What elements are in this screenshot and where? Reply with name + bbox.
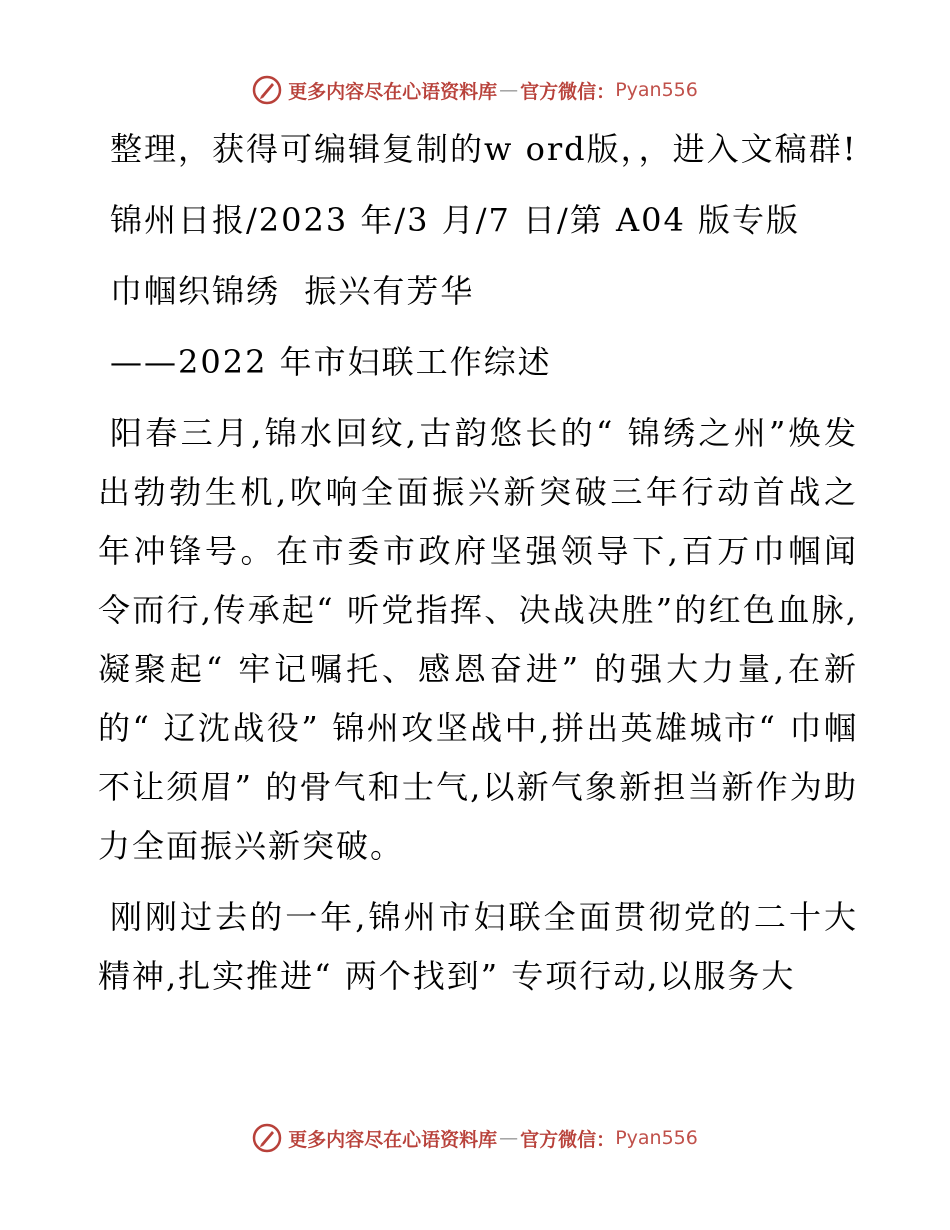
- banner-official-label: 官方微信：: [520, 1128, 616, 1151]
- banner-text: 更多内容尽在心语资料库: [288, 1128, 498, 1151]
- paragraph-2: 刚刚过去的一年,锦州市妇联全面贯彻党的二十大精神,扎实推进“ 两个找到” 专项行动,以服务大: [98, 898, 858, 995]
- banner-separator: —: [499, 79, 519, 101]
- header-watermark-banner: [0, 70, 950, 110]
- banner-wechat-id: Pyan556: [615, 1127, 698, 1149]
- quill-seal-icon: [252, 1123, 282, 1153]
- source-line: 锦州日报/2023 年/3 月/7 日/第 A04 版专版: [110, 201, 800, 239]
- footer-watermark-banner: [0, 1118, 950, 1158]
- intro-line: 整理，获得可编辑复制的w ord版，，进入文稿群!: [110, 130, 858, 168]
- banner-official-label: 官方微信：: [520, 80, 616, 103]
- article-title: 巾帼织锦绣 振兴有芳华: [110, 272, 475, 310]
- article-subtitle: ——2022 年市妇联工作综述: [110, 343, 552, 381]
- document-body: [98, 120, 858, 1006]
- banner-text: 更多内容尽在心语资料库: [288, 80, 498, 103]
- paragraph-1: 阳春三月,锦水回纹,古韵悠长的“ 锦绣之州”焕发出勃勃生机,吹响全面振兴新突破三年行动首战之年冲锋号。在市委市政府坚强领导下,百万巾帼闻令而行,传承起“ 听党指挥、决战决胜”的红色血脉,凝聚起“ 牢记嘱托、感恩奋进” 的强大力量,在新的“ 辽沈战役” 锦州攻坚战中,拼出英雄城市“ 巾帼不让须眉” 的骨气和士气,以新气象新担当新作为助力全面振兴新突破。: [98, 414, 858, 865]
- banner-wechat-id: Pyan556: [615, 79, 698, 101]
- banner-separator: —: [499, 1127, 519, 1149]
- quill-seal-icon: [252, 75, 282, 105]
